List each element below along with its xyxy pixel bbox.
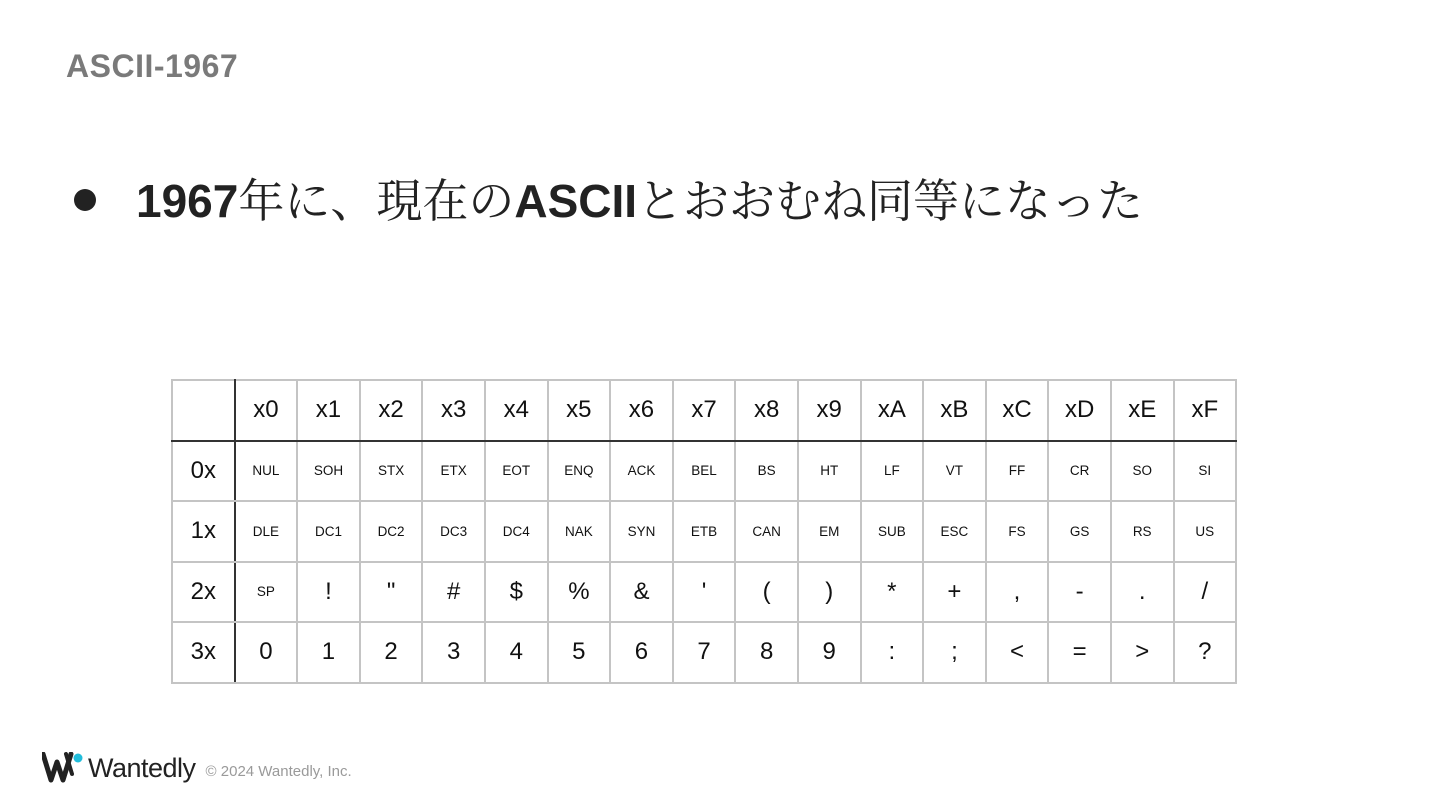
table-cell: 7	[673, 622, 736, 683]
table-cell: US	[1174, 501, 1237, 562]
table-cell: +	[923, 562, 986, 623]
bullet-dot	[74, 189, 96, 211]
column-header: x1	[297, 380, 360, 441]
table-cell: DC2	[360, 501, 423, 562]
table-cell: NAK	[548, 501, 611, 562]
table-cell: SYN	[610, 501, 673, 562]
table-cell: HT	[798, 441, 861, 502]
table-cell: ;	[923, 622, 986, 683]
table-header-row	[172, 380, 1236, 441]
table-cell: RS	[1111, 501, 1174, 562]
table-cell: SOH	[297, 441, 360, 502]
table-cell: EM	[798, 501, 861, 562]
table-cell: '	[673, 562, 736, 623]
column-header: x3	[422, 380, 485, 441]
table-cell: %	[548, 562, 611, 623]
column-header: x9	[798, 380, 861, 441]
table-cell: 6	[610, 622, 673, 683]
slide-title: ASCII-1967	[66, 48, 239, 84]
table-cell: ESC	[923, 501, 986, 562]
table-cell: 8	[735, 622, 798, 683]
brand-name: Wantedly	[88, 752, 196, 783]
table-cell: (	[735, 562, 798, 623]
table-cell: .	[1111, 562, 1174, 623]
bullet-text-part2: とおおむね同等になった	[637, 175, 1144, 227]
table-cell: >	[1111, 622, 1174, 683]
table-cell: FF	[986, 441, 1049, 502]
row-header: 3x	[172, 622, 235, 683]
table-cell: 5	[548, 622, 611, 683]
table-cell: =	[1048, 622, 1111, 683]
table-cell: VT	[923, 441, 986, 502]
table-cell: FS	[986, 501, 1049, 562]
column-header: x8	[735, 380, 798, 441]
table-cell: *	[861, 562, 924, 623]
row-header: 2x	[172, 562, 235, 623]
table-cell: ?	[1174, 622, 1237, 683]
table-cell: SP	[235, 562, 298, 623]
table-cell: /	[1174, 562, 1237, 623]
column-header: xA	[861, 380, 924, 441]
bullet-year: 1967	[136, 175, 239, 227]
table-cell: SI	[1174, 441, 1237, 502]
ascii-table	[171, 379, 1237, 684]
table-cell: BEL	[673, 441, 736, 502]
table-cell: CR	[1048, 441, 1111, 502]
column-header: x5	[548, 380, 611, 441]
table-cell: 4	[485, 622, 548, 683]
column-header: x4	[485, 380, 548, 441]
table-cell: ENQ	[548, 441, 611, 502]
table-row	[172, 562, 1236, 623]
copyright-text: © 2024 Wantedly, Inc.	[205, 762, 352, 780]
column-header: xC	[986, 380, 1049, 441]
bullet-item	[74, 165, 1143, 231]
table-cell: SUB	[861, 501, 924, 562]
table-cell: <	[986, 622, 1049, 683]
table-cell: LF	[861, 441, 924, 502]
table-cell: &	[610, 562, 673, 623]
table-cell: CAN	[735, 501, 798, 562]
column-header: xB	[923, 380, 986, 441]
table-cell: 3	[422, 622, 485, 683]
table-cell: DLE	[235, 501, 298, 562]
table-corner-cell	[172, 380, 235, 441]
table-cell: 2	[360, 622, 423, 683]
table-cell: DC4	[485, 501, 548, 562]
table-cell: )	[798, 562, 861, 623]
bullet-ascii: ASCII	[514, 175, 638, 227]
bullet-text	[136, 165, 1143, 231]
table-cell: :	[861, 622, 924, 683]
table-cell: $	[485, 562, 548, 623]
table-cell: STX	[360, 441, 423, 502]
row-header: 0x	[172, 441, 235, 502]
table-cell: 9	[798, 622, 861, 683]
table-cell: DC1	[297, 501, 360, 562]
table-cell: ETX	[422, 441, 485, 502]
column-header: xF	[1174, 380, 1237, 441]
table-cell: GS	[1048, 501, 1111, 562]
table-cell: ,	[986, 562, 1049, 623]
table-cell: #	[422, 562, 485, 623]
table-cell: NUL	[235, 441, 298, 502]
table-row	[172, 501, 1236, 562]
table-cell: DC3	[422, 501, 485, 562]
column-header: xE	[1111, 380, 1174, 441]
table-row	[172, 441, 1236, 502]
table-cell: ACK	[610, 441, 673, 502]
table-cell: 0	[235, 622, 298, 683]
table-cell: !	[297, 562, 360, 623]
column-header: x2	[360, 380, 423, 441]
table-cell: EOT	[485, 441, 548, 502]
bullet-text-part1: 年に、現在の	[238, 175, 515, 227]
table-cell: BS	[735, 441, 798, 502]
wantedly-logo-icon	[42, 752, 86, 784]
footer	[42, 752, 352, 784]
column-header: x0	[235, 380, 298, 441]
table-row	[172, 622, 1236, 683]
table-cell: -	[1048, 562, 1111, 623]
column-header: x7	[673, 380, 736, 441]
table-cell: ETB	[673, 501, 736, 562]
column-header: x6	[610, 380, 673, 441]
table-cell: SO	[1111, 441, 1174, 502]
column-header: xD	[1048, 380, 1111, 441]
table-cell: 1	[297, 622, 360, 683]
table-cell: "	[360, 562, 423, 623]
row-header: 1x	[172, 501, 235, 562]
